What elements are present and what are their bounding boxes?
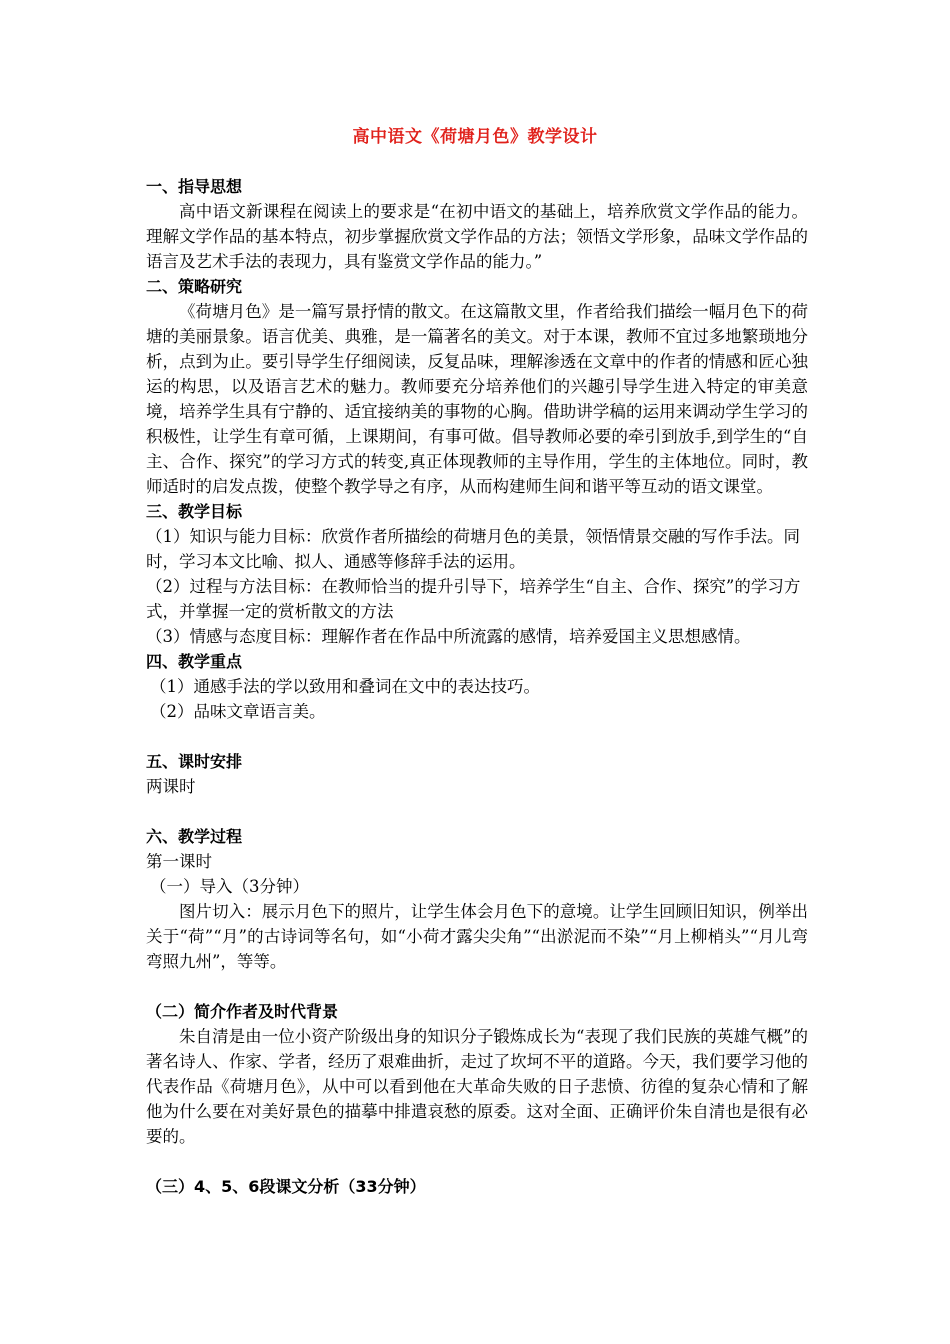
key-point-item-1: （1）通感手法的学以致用和叠词在文中的表达技巧。 xyxy=(150,677,540,696)
schedule-text: 两课时 xyxy=(146,777,196,796)
paragraph-guiding-ideology: 高中语文新课程在阅读上的要求是“在初中语文的基础上，培养欣赏文学作品的能力。理解文学作品的基本特点，初步掌握欣赏文学作品的方法；领悟文学形象，品味文学作品的语言及艺术手法的表现力，具有鉴赏文学作品的能力。” xyxy=(146,202,808,271)
subsection-heading-author-background: （二）简介作者及时代背景 xyxy=(146,1002,339,1021)
section-heading-schedule: 五、课时安排 xyxy=(146,752,243,771)
spacer xyxy=(146,799,808,824)
paragraph-strategy: 《荷塘月色》是一篇写景抒情的散文。在这篇散文里，作者给我们描绘一幅月色下的荷塘的美丽景象。语言优美、典雅，是一篇著名的美文。对于本课，教师不宜过多地繁琐地分析，点到为止。要引导学生仔细阅读，反复品味，理解渗透在文章中的作者的情感和匠心独运的构思，以及语言艺术的魅力。教师要充分培养他们的兴趣引导学生进入特定的审美意境，培养学生具有宁静的、适宜接纳美的事物的心胸。借助讲学稿的运用来调动学生学习的积极性，让学生有章可循，上课期间，有事可做。倡导教师必要的牵引到放手,到学生的“自主、合作、探究”的学习方式的转变,真正体现教师的主导作用，学生的主体地位。同时，教师适时的启发点拨，使整个教学导之有序，从而构建师生间和谐平等互动的语文课堂。 xyxy=(146,302,808,496)
subsection-heading-text-analysis: （三）4、5、6段课文分析（33分钟） xyxy=(146,1177,426,1196)
spacer xyxy=(146,974,808,999)
paragraph-author-background: 朱自清是由一位小资产阶级出身的知识分子锻炼成长为“表现了我们民族的英雄气概”的著名诗人、作家、学者，经历了艰难曲折，走过了坎坷不平的道路。今天，我们要学习他的代表作品《荷塘月色》，从中可以看到他在大革命失败的日子悲愤、彷徨的复杂心情和了解他为什么要在对美好景色的描摹中排遣哀愁的原委。这对全面、正确评价朱自清也是很有必要的。 xyxy=(146,1027,808,1146)
paragraph-introduction: 图片切入：展示月色下的照片，让学生体会月色下的意境。让学生回顾旧知识，例举出关于“荷”“月”的古诗词等名句，如“小荷才露尖尖角”“出淤泥而不染”“月上柳梢头”“月儿弯弯照九州”，等等。 xyxy=(146,902,808,971)
document-title: 高中语文《荷塘月色》教学设计 xyxy=(352,127,598,147)
section-heading-strategy: 二、策略研究 xyxy=(146,277,243,296)
goal-item-emotion: （3）情感与态度目标：理解作者在作品中所流露的感情，培养爱国主义思想感情。 xyxy=(146,627,751,646)
section-heading-teaching-goals: 三、教学目标 xyxy=(146,502,243,521)
key-point-item-2: （2）品味文章语言美。 xyxy=(150,702,326,721)
section-heading-key-points: 四、教学重点 xyxy=(146,652,243,671)
section-heading-teaching-process: 六、教学过程 xyxy=(146,827,243,846)
goal-item-process: （2）过程与方法目标：在教师恰当的提升引导下，培养学生“自主、合作、探究”的学习方式，并掌握一定的赏析散文的方法 xyxy=(146,577,801,621)
section-heading-guiding-ideology: 一、指导思想 xyxy=(146,177,243,196)
spacer xyxy=(146,724,808,749)
subsection-heading-introduction: （一）导入（3分钟） xyxy=(150,877,309,896)
lesson-label: 第一课时 xyxy=(146,852,212,871)
document-body xyxy=(146,174,808,1199)
goal-item-knowledge: （1）知识与能力目标：欣赏作者所描绘的荷塘月色的美景，领悟情景交融的写作手法。同时，学习本文比喻、拟人、通感等修辞手法的运用。 xyxy=(146,527,800,571)
spacer xyxy=(146,1149,808,1174)
